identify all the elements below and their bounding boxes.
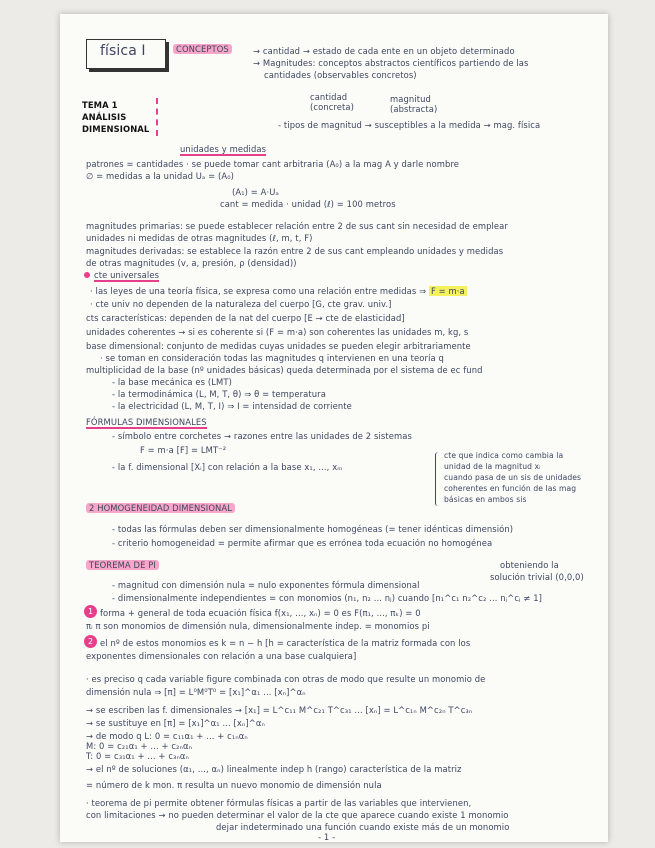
heading-formulas: FÓRMULAS DIMENSIONALES: [86, 417, 207, 427]
number-2-badge: 2: [84, 635, 97, 648]
line-15: de otras magnitudes (v, a, presión, ρ (densidad)): [86, 258, 297, 268]
heading-conceptos: CONCEPTOS: [173, 44, 232, 54]
note-4: coherentes en función de las mag: [444, 484, 577, 493]
line-8: patrones = cantidades · se puede tomar cant arbitraria (A₀) a la mag A y darle nombre: [86, 159, 460, 169]
heading-unidades: unidades y medidas: [180, 144, 267, 154]
bullet: [84, 272, 90, 278]
formula-fma: F = m·a: [430, 286, 465, 296]
line-1: → cantidad → estado de cada ente en un objeto determinado: [253, 46, 515, 56]
note-3: cuando pasa de un sis de unidades: [444, 473, 582, 482]
line-47: T: 0 = c₃₁α₁ + ... + c₃ₙαₙ: [86, 751, 189, 761]
page-number: - 1 -: [318, 832, 336, 842]
line-24: - la base mecánica es (LMT): [112, 377, 232, 387]
line-46: M: 0 = c₂₁α₁ + ... + c₂ₙαₙ: [86, 741, 193, 751]
line-11: cant = medida · unidad (ℓ) = 100 metros: [220, 199, 396, 209]
line-5a: (concreta): [310, 102, 355, 112]
heading-cte-universales: cte universales: [94, 270, 160, 280]
line-6: - tipos de magnitud → susceptibles a la medida → mag. física: [278, 120, 541, 130]
line-39: el nº de estos monomios es k = n − h [h = característica de la matriz formada con los: [100, 638, 471, 648]
line-43: → se escriben las f. dimensionales → [x₁] = L^c₁₁ M^c₂₁ T^c₃₁ ... [xₙ] = L^c₁ₙ M^c₂ₙ T^c₃ₙ: [86, 705, 473, 715]
line-36: - dimensionalmente independientes = con monomios (n₁, n₂ ... nⱼ) cuando [n₁^c₁ n₂^c₂ ... nⱼ^cⱼ ≠ 1]: [112, 593, 543, 603]
line-50: · teorema de pi permite obtener fórmulas físicas a partir de las variables que intervienen,: [86, 798, 472, 808]
heading-teorema: TEOREMA DE PI: [86, 560, 159, 570]
line-51: con limitaciones → no pueden determinar el valor de la cte que aparece cuando existe 1 monomio: [86, 810, 509, 820]
line-42: dimensión nula ⇒ [π] = L⁰M⁰T⁰ = [x₁]^α₁ ... [xₙ]^αₙ: [86, 687, 306, 697]
line-28: - símbolo entre corchetes → razones entre las unidades de 2 sistemas: [112, 431, 412, 441]
line-38: πᵢ π son monomios de dimensión nula, dimensionalmente indep. = monomios pi: [86, 621, 430, 631]
line-37: forma + general de toda ecuación física f(x₁, ..., xₙ) = 0 es F(π₁, ..., πₖ) = 0: [100, 608, 421, 618]
note-5: básicas en ambos sis: [444, 495, 527, 504]
line-30: - la f. dimensional [Xᵢ] con relación a la base x₁, ..., xₘ: [112, 462, 343, 472]
line-9: ∅ = medidas a la unidad Uₐ = (A₀): [86, 171, 235, 181]
line-13: unidades ni medidas de otras magnitudes (ℓ, m, t, F): [86, 233, 313, 243]
line-48: → el nº de soluciones (α₁, ..., αₙ) linealmente indep h (rango) característica de la matriz: [86, 764, 462, 774]
number-1-badge: 1: [84, 605, 97, 618]
line-14: magnitudes derivadas: se establece la razón entre 2 de sus cant empleando unidades y medidas: [86, 246, 504, 256]
line-5b: (abstracta): [390, 104, 438, 114]
line-33: - criterio homogeneidad = permite afirmar que es errónea toda ecuación no homogénea: [112, 538, 493, 548]
title-bracket: [156, 98, 161, 136]
line-32: - todas las fórmulas deben ser dimensionalmente homogéneas (= tener idénticas dimensión): [112, 524, 514, 534]
line-19: cts características: dependen de la nat del cuerpo [E → cte de elasticidad]: [86, 313, 405, 323]
line-52: dejar indeterminado una función cuando existe más de un monomio: [216, 822, 510, 832]
dimensional-label: DIMENSIONAL: [82, 124, 150, 134]
line-40: exponentes dimensionales con relación a una base cualquiera]: [86, 651, 357, 661]
line-45: → de modo q L: 0 = c₁₁α₁ + ... + c₁ₙαₙ: [86, 731, 248, 741]
line-18: · cte univ no dependen de la naturaleza del cuerpo [G, cte grav. univ.]: [90, 299, 392, 309]
line-21: base dimensional: conjunto de medidas cuyas unidades se pueden elegir arbitrariamente: [86, 341, 471, 351]
line-3: cantidades (observables concretos): [264, 70, 417, 80]
line-17: · las leyes de una teoría física, se expresa como una relación entre medidas ⇒ F = m·a: [90, 286, 465, 296]
line-34b: obteniendo la: [500, 560, 559, 570]
analisis-label: ANÁLISIS: [82, 112, 127, 122]
line-26: - la electricidad (L, M, T, I) ⇒ I = intensidad de corriente: [112, 401, 352, 411]
line-4a: cantidad: [310, 92, 348, 102]
line-10: (A₁) = A·Uₐ: [232, 187, 279, 197]
note-2: unidad de la magnitud xᵢ: [444, 462, 541, 471]
line-34c: solución trivial (0,0,0): [490, 572, 584, 582]
line-44: → se sustituye en [π] = [x₁]^α₁ ... [xₙ]^αₙ: [86, 718, 265, 728]
tema-label: TEMA 1: [82, 100, 118, 110]
line-49: = número de k mon. π resulta un nuevo monomio de dimensión nula: [86, 780, 382, 790]
line-20: unidades coherentes → si es coherente si (F = m·a) son coherentes las unidades m, kg, s: [86, 327, 469, 337]
line-29: F = m·a [F] = LMT⁻²: [140, 445, 227, 455]
heading-homogeneidad: 2 HOMOGENEIDAD DIMENSIONAL: [86, 503, 235, 513]
note-1: cte que indica como cambia la: [444, 451, 564, 460]
line-22: · se toman en consideración todas las magnitudes q intervienen en una teoría q: [100, 353, 444, 363]
note-bracket: [435, 452, 441, 506]
line-4b: magnitud: [390, 94, 431, 104]
line-2: → Magnitudes: conceptos abstractos científicos partiendo de las: [253, 58, 529, 68]
line-12: magnitudes primarias: se puede establecer relación entre 2 de sus cant sin necesidad de emplear: [86, 221, 508, 231]
page-title: física I: [100, 43, 146, 59]
line-23: multiplicidad de la base (nº unidades básicas) queda determinada por el sistema de ec fund: [86, 365, 483, 375]
line-25: - la termodinámica (L, M, T, θ) ⇒ θ = temperatura: [112, 389, 326, 399]
line-35: - magnitud con dimensión nula = nulo exponentes fórmula dimensional: [112, 580, 420, 590]
line-41: · es preciso q cada variable figure combinada con otras de modo que resulte un monomio de: [86, 674, 486, 684]
notebook-page: [60, 14, 608, 842]
